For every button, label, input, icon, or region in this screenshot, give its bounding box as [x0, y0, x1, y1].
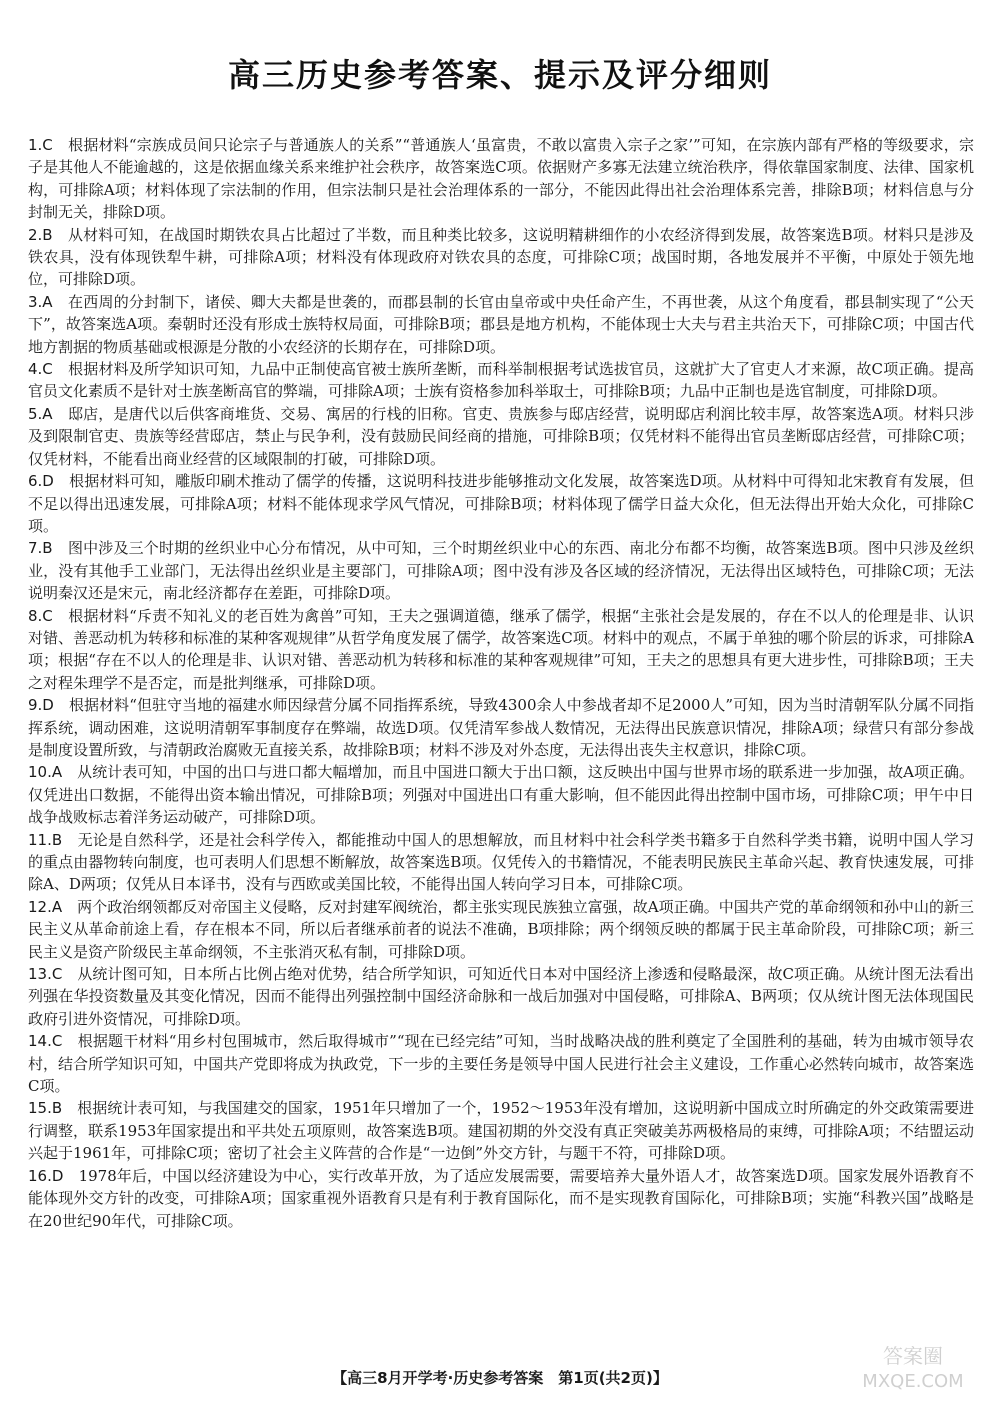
answer-item	[28, 224, 974, 291]
answer-number: 2.B	[28, 225, 53, 244]
answer-explanation: 邸店，是唐代以后供客商堆货、交易、寓居的行栈的旧称。官吏、贵族参与邸店经营，说明邸店利润比较丰厚，故答案选A项。材料只涉及到限制官吏、贵族等经营邸店，禁止与民争利，没有鼓励民间经商的措施，可排除B项；仅凭材料不能得出官员垄断邸店经营，可排除C项；仅凭材料，不能看出商业经营的区域限制的打破，可排除D项。	[28, 404, 974, 468]
answer-explanation: 图中涉及三个时期的丝织业中心分布情况，从中可知，三个时期丝织业中心的东西、南北分布都不均衡，故答案选B项。图中只涉及丝织业，没有其他手工业部门，无法得出丝织业是主要部门，可排除A项；图中没有涉及各区域的经济情况，无法得出区域特色，可排除C项；无法说明秦汉还是宋元，南北经济都存在差距，可排除D项。	[28, 539, 974, 603]
answer-item	[28, 291, 974, 358]
answer-explanation: 根据材料“斥责不知礼义的老百姓为禽兽”可知，王夫之强调道德，继承了儒学，根据“主张社会是发展的，存在不以人的伦理是非、认识对错、善恶动机为转移和标准的某种客观规律”从哲学角度发展了儒学，故答案选C项。材料中的观点，不属于单独的哪个阶层的诉求，可排除A项；根据“存在不以人的伦理是非、认识对错、善恶动机为转移和标准的某种客观规律”可知，王夫之的思想具有更大进步性，可排除B项；王夫之对程朱理学不是否定，而是批判继承，可排除D项。	[28, 606, 974, 692]
answer-number: 3.A	[28, 292, 53, 311]
answer-item	[28, 1165, 974, 1232]
answer-number: 8.C	[28, 606, 53, 625]
answer-explanation: 1978年后，中国以经济建设为中心，实行改革开放，为了适应发展需要，需要培养大量外语人才，故答案选D项。国家发展外语教育不能体现外交方针的改变，可排除A项；国家重视外语教育只是有利于教育国际化，而不是实现教育国际化，可排除B项；实施“科教兴国”战略是在20世纪90年代，可排除C项。	[28, 1166, 974, 1230]
answer-explanation: 根据材料可知，雕版印刷术推动了儒学的传播，这说明科技进步能够推动文化发展，故答案选D项。从材料中可得知北宋教育有发展，但不足以得出迅速发展，可排除A项；材料不能体现求学风气情况，可排除B项；材料体现了儒学日益大众化，但无法得出开始大众化，可排除C项。	[28, 472, 974, 535]
answer-explanation: 两个政治纲领都反对帝国主义侵略，反对封建军阀统治，都主张实现民族独立富强，故A项正确。中国共产党的革命纲领和孙中山的新三民主义从革命前途上看，存在根本不同，所以后者继承前者的说法不准确，B项排除；两个纲领反映的都属于民主革命阶段，可排除C项；新三民主义是资产阶级民主革命纲领，不主张消灭私有制，可排除D项。	[28, 897, 974, 961]
answer-explanation: 根据材料“宗族成员间只论宗子与普通族人的关系”“普通族人‘虽富贵，不敢以富贵入宗子之家’”可知，在宗族内部有严格的等级要求，宗子是其他人不能逾越的，这是依据血缘关系来维护社会秩序，故答案选C项。依据财产多寡无法建立统治秩序，得依靠国家制度、法律、国家机构，可排除A项；材料体现了宗法制的作用，但宗法制只是社会治理体系的一部分，不能因此得出社会治理体系完善，排除B项；材料信息与分封制无关，排除D项。	[28, 136, 974, 222]
svg-text:MXQE.COM: MXQE.COM	[862, 1371, 964, 1392]
answer-number: 12.A	[28, 897, 63, 916]
answer-item	[28, 403, 974, 470]
answer-number: 10.A	[28, 763, 63, 782]
watermark-logo	[838, 1337, 988, 1395]
answer-number: 4.C	[28, 360, 53, 379]
answer-number: 14.C	[28, 1032, 63, 1051]
answer-item	[28, 761, 974, 828]
answer-item	[28, 358, 974, 403]
answer-item	[28, 134, 974, 224]
answer-number: 11.B	[28, 830, 63, 849]
answer-item	[28, 537, 974, 604]
answer-number: 6.D	[28, 472, 54, 491]
answer-item	[28, 829, 974, 896]
answer-explanation: 根据题干材料“用乡村包围城市，然后取得城市”“现在已经完结”可知，当时战略决战的胜利奠定了全国胜利的基础，转为由城市领导农村，结合所学知识可知，中国共产党即将成为执政党，下一步的主要任务是领导中国人民进行社会主义建设，工作重心必然转向城市，故答案选C项。	[28, 1032, 974, 1096]
answer-explanation: 根据材料“但驻守当地的福建水师因绿营分属不同指挥系统，导致4300余人中参战者却不足2000人”可知，因为当时清朝军队分属不同指挥系统，调动困难，这说明清朝军事制度存在弊端，故选D项。仅凭清军参战人数情况，无法得出民族意识情况，排除A项；绿营只有部分参战是制度设置所致，与清朝政治腐败无直接关系，故排除B项；材料不涉及对外态度，无法得出丧失主权意识，排除C项。	[28, 696, 974, 759]
answer-item	[28, 694, 974, 761]
answer-explanation: 从统计表可知，中国的出口与进口都大幅增加，而且中国进口额大于出口额，这反映出中国与世界市场的联系进一步加强，故A项正确。仅凭进出口数据，不能得出资本输出情况，可排除B项；列强对中国进出口有重大影响，但不能因此得出控制中国市场，可排除C项；甲午中日战争战败标志着洋务运动破产，可排除D项。	[28, 763, 974, 827]
answer-number: 7.B	[28, 539, 53, 558]
answer-number: 13.C	[28, 965, 63, 984]
answer-item	[28, 1030, 974, 1097]
answer-explanation: 根据材料及所学知识可知，九品中正制使高官被士族所垄断，而科举制根据考试选拔官员，这就扩大了官吏人才来源，故C项正确。提高官员文化素质不是针对士族垄断高官的弊端，可排除A项；士族有资格参加科举取士，可排除B项；九品中正制也是选官制度，可排除D项。	[28, 360, 974, 401]
answer-explanation: 根据统计表可知，与我国建交的国家，1951年只增加了一个，1952～1953年没有增加，这说明新中国成立时所确定的外交政策需要进行调整，联系1953年国家提出和平共处五项原则，故答案选B项。建国初期的外交没有真正突破美苏两极格局的束缚，可排除A项；不结盟运动兴起于1961年，可排除C项；密切了社会主义阵营的合作是“一边倒”外交方针，与题干不符，可排除D项。	[28, 1099, 974, 1163]
answer-list	[28, 134, 974, 1232]
answer-number: 9.D	[28, 696, 54, 715]
answer-number: 1.C	[28, 136, 53, 154]
answer-number: 15.B	[28, 1099, 63, 1118]
answer-item	[28, 896, 974, 963]
answer-item	[28, 605, 974, 695]
answer-explanation: 无论是自然科学，还是社会科学传入，都能推动中国人的思想解放，而且材料中社会科学类书籍多于自然科学类书籍，说明中国人学习的重点由器物转向制度，也可表明人们思想不断解放，故答案选B项。仅凭传入的书籍情况，不能表明民族民主革命兴起、教育快速发展，可排除A、D两项；仅凭从日本译书，没有与西欧或美国比较，不能得出国人转向学习日本，可排除C项。	[28, 830, 974, 894]
answer-item	[28, 1097, 974, 1164]
svg-text:答案圈: 答案圈	[883, 1344, 943, 1368]
answer-number: 16.D	[28, 1166, 64, 1185]
answer-item	[28, 963, 974, 1030]
page-title: 高三历史参考答案、提示及评分细则	[227, 56, 772, 94]
answer-explanation: 从材料可知，在战国时期铁农具占比超过了半数，而且种类比较多，这说明精耕细作的小农经济得到发展，故答案选B项。材料只是涉及铁农具，没有体现铁犁牛耕，可排除A项；材料没有体现政府对铁农具的态度，可排除C项；战国时期，各地发展并不平衡，中原处于领先地位，可排除D项。	[28, 225, 974, 289]
answer-number: 5.A	[28, 404, 53, 423]
answer-item	[28, 470, 974, 537]
answer-explanation: 从统计图可知，日本所占比例占绝对优势，结合所学知识，可知近代日本对中国经济上渗透和侵略最深，故C项正确。从统计图无法看出列强在华投资数量及其变化情况，因而不能得出列强控制中国经济命脉和一战后加强对中国侵略，可排除A、B两项；仅从统计图无法体现国民政府引进外资情况，可排除D项。	[28, 965, 974, 1028]
answer-explanation: 在西周的分封制下，诸侯、卿大夫都是世袭的，而郡县制的长官由皇帝或中央任命产生，不再世袭，从这个角度看，郡县制实现了“公天下”，故答案选A项。秦朝时还没有形成士族特权局面，可排除B项；郡县是地方机构，不能体现士大夫与君主共治天下，可排除C项；中国古代地方割据的物质基础或根源是分散的小农经济的长期存在，可排除D项。	[28, 292, 974, 356]
page-footer: 【高三8月开学考·历史参考答案 第1页(共2页)】	[332, 1369, 668, 1387]
